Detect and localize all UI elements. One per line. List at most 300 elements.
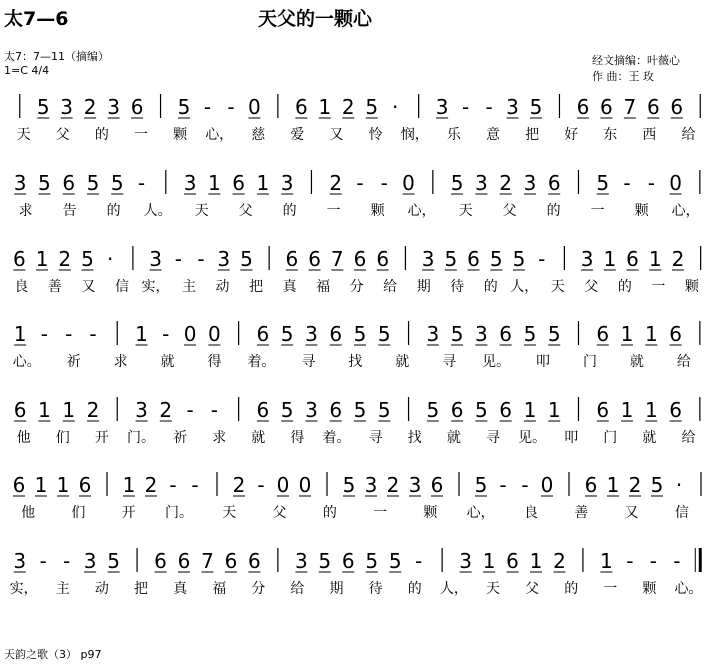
note: 6 [256,322,270,346]
lyric: 颗 [173,127,188,143]
lyric: 就 [446,430,461,446]
note: 3 [305,398,318,422]
note: 0 [248,95,261,119]
note: 6 [256,398,270,422]
note: 2 [159,398,173,422]
note: 3 [183,171,197,195]
note: 6 [341,549,355,573]
note: 0 [298,473,312,497]
note: 5 [388,549,402,573]
lyric: 人， [510,279,539,295]
lyric: 得 [290,430,305,446]
note: 6 [467,247,480,271]
note: 1 [207,171,221,195]
note: 1 [529,549,543,573]
note: 1 [38,398,51,422]
lyric: 给 [676,354,691,370]
note: 5 [426,398,440,422]
note: 1 [603,247,617,271]
note: 5 [81,247,94,271]
lyric: 门。 [164,505,193,521]
lyric: 祈 [66,354,81,370]
note: 6 [329,398,343,422]
note: 5 [377,322,391,346]
note: 3 [426,322,440,346]
note: 0 [669,171,682,195]
lyric: 西 [642,127,657,143]
lyric: 信 [114,279,129,295]
lyric: 悯， [400,127,429,143]
note: - [186,398,194,422]
note: 1 [648,247,662,271]
lyric: 一 [590,203,605,219]
note: 6 [232,171,245,195]
note: 6 [596,322,610,346]
note: · [675,473,683,497]
lyric: 们 [55,430,70,446]
note: 2 [553,549,566,573]
note: 5 [650,473,664,497]
note: 1 [256,171,270,195]
lyric: 心， [466,505,495,521]
note: 6 [308,247,321,271]
note: - [647,171,655,195]
lyric: 心。 [674,581,703,597]
note: 1 [523,398,537,422]
note: 3 [475,322,488,346]
lyric: 待 [450,279,465,295]
lyric: 善 [574,505,589,521]
lyric: 颗 [634,203,649,219]
lyric: 的 [94,127,109,143]
note: 5 [444,247,458,271]
scripture-reference: 太7—6 [4,8,69,30]
lyric: 颗 [370,203,385,219]
note: - [538,247,546,271]
note: 3 [13,171,27,195]
lyric: 心， [671,203,700,219]
note: 0 [276,473,290,497]
note: 5 [353,322,367,346]
note: 6 [224,549,238,573]
note: 5 [512,247,526,271]
note: 7 [330,247,344,271]
note: 6 [547,171,561,195]
note: - [191,473,199,497]
lyric: 求 [212,430,227,446]
lyric: 给 [383,279,398,295]
note: 2 [144,473,158,497]
lyric: 天 [550,279,565,295]
lyric: 期 [329,581,344,597]
note: · [107,247,114,271]
lyric: 良 [14,279,29,295]
lyricist-credit: 经文摘编：叶薇心 [592,54,680,67]
lyric: 主 [182,279,197,295]
note: 5 [489,247,503,271]
lyric: 分 [349,279,364,295]
key-signature: 1=C 4/4 [4,64,50,77]
note: 6 [12,247,26,271]
lyric: 意 [485,127,500,143]
lyric: 主 [55,581,70,597]
note: 7 [623,95,637,119]
lyric: 期 [416,279,431,295]
note: - [39,549,47,573]
lyric: 心。 [12,354,41,370]
note: 6 [600,95,613,119]
note: 5 [177,95,191,119]
note: - [521,473,529,497]
lyric: 动 [94,581,109,597]
note: - [623,171,631,195]
note: 3 [305,322,318,346]
lyric: 把 [525,127,540,143]
note: 5 [107,549,120,573]
lyric: 人。 [143,203,172,219]
note: - [197,247,205,271]
composer-credit: 作 曲：王 玫 [592,70,654,83]
lyric: 的 [282,203,297,219]
note: 2 [58,247,72,271]
lyric: 就 [629,354,644,370]
note: 6 [596,398,610,422]
note: 3 [475,171,488,195]
lyric: 父 [502,203,517,219]
note: 6 [499,398,513,422]
lyric: 叩 [536,354,551,370]
lyric: 就 [160,354,175,370]
note: 6 [626,247,639,271]
note: 0 [207,322,221,346]
lyric: 就 [395,354,410,370]
note: 3 [294,549,308,573]
lyric: 的 [483,279,498,295]
footer-source: 天韵之歌（3） p97 [4,648,102,661]
note: 1 [318,95,332,119]
note: - [485,95,493,119]
note: 6 [499,322,513,346]
note: 6 [670,95,684,119]
note: 5 [377,398,391,422]
lyric: 求 [113,354,128,370]
note: 7 [201,549,214,573]
note: 5 [342,473,356,497]
lyric: 他 [16,430,31,446]
lyric: 乐 [446,127,461,143]
note: 1 [13,322,27,346]
note: 5 [365,549,379,573]
lyric: 一 [373,505,388,521]
lyric: 们 [71,505,86,521]
lyric: 找 [348,354,363,370]
lyric: 就 [642,430,657,446]
note: 6 [294,95,308,119]
note: 3 [135,398,148,422]
note: 0 [402,171,415,195]
note: 5 [353,398,367,422]
note: 2 [628,473,642,497]
lyric: 又 [624,505,639,521]
lyric: 实， [9,581,38,597]
lyric: 心， [407,203,436,219]
note: - [174,247,182,271]
lyric: 爱 [290,127,305,143]
lyric: 叩 [564,430,579,446]
note: 5 [38,171,51,195]
lyric: 寻 [301,354,316,370]
note: - [89,322,97,346]
note: 5 [475,398,488,422]
note: - [203,95,212,119]
note: 1 [122,473,136,497]
note: 3 [217,247,231,271]
note: 6 [430,473,444,497]
lyric: 天 [16,127,31,143]
lyric: 寻 [442,354,457,370]
note: 3 [364,473,378,497]
note: - [257,473,265,497]
lyric: 人， [439,581,468,597]
note: 3 [149,247,162,271]
note: 2 [386,473,400,497]
note: 6 [285,247,299,271]
lyric: 的 [564,581,579,597]
lyric: 一 [326,203,341,219]
note: 5 [365,95,379,119]
lyric: 的 [407,581,422,597]
lyric: 的 [617,279,632,295]
lyric: 见。 [518,430,547,446]
lyric: 的 [106,203,121,219]
note: - [162,322,170,346]
lyric: 给 [681,127,696,143]
note: 6 [646,95,660,119]
note: 3 [435,95,449,119]
lyric: 门 [582,354,597,370]
lyric: 真 [173,581,188,597]
note: 6 [584,473,598,497]
lyric: 善 [47,279,62,295]
note: 1 [547,398,561,422]
note: 0 [183,322,197,346]
note: 6 [177,549,191,573]
note: 6 [248,549,261,573]
lyric: 天 [222,505,237,521]
note: 3 [523,171,537,195]
note: 6 [669,398,682,422]
note: 1 [620,322,634,346]
note: - [649,549,657,573]
note: 5 [36,95,50,119]
note: 6 [669,322,682,346]
lyric: 父 [55,127,70,143]
lyric: 颗 [423,505,438,521]
note: 5 [523,322,537,346]
lyric: 见。 [482,354,511,370]
note: 6 [154,549,167,573]
note: 1 [600,549,613,573]
lyric: 着。 [247,354,276,370]
note: 6 [329,322,343,346]
lyric: 福 [316,279,331,295]
lyric: 把 [249,279,264,295]
note: 5 [596,171,610,195]
lyric: 实， [141,279,170,295]
note: 1 [644,398,658,422]
note: 5 [280,322,294,346]
note: 5 [280,398,294,422]
lyric: 寻 [485,430,500,446]
lyric: 怜 [368,127,383,143]
lyric: 天 [194,203,209,219]
lyric: 父 [525,581,540,597]
note: 1 [644,322,658,346]
note: - [137,171,146,195]
lyric: 信 [674,505,689,521]
lyric: 天 [458,203,473,219]
note: 2 [499,171,513,195]
song-title: 天父的一颗心 [258,8,373,30]
lyric: 又 [81,279,96,295]
note: 2 [86,398,100,422]
note: 3 [13,549,27,573]
note: 2 [83,95,97,119]
note: 1 [62,398,76,422]
note: 6 [130,95,144,119]
note: 1 [606,473,620,497]
note: 5 [529,95,543,119]
lyric: 心， [205,127,234,143]
note: - [65,322,73,346]
source-line: 太7：7—11（摘编） [4,50,109,63]
note: - [63,549,71,573]
note: 3 [421,247,435,271]
lyric: 分 [251,581,266,597]
lyric: 一 [603,581,618,597]
note: 5 [86,171,100,195]
lyric: 天 [485,581,500,597]
lyric: 良 [523,505,538,521]
lyric: 待 [368,581,383,597]
note: 2 [232,473,246,497]
lyric: 动 [215,279,230,295]
lyric: 门。 [126,430,155,446]
note: 3 [107,95,120,119]
note: 5 [450,322,464,346]
lyric: 开 [94,430,109,446]
lyric: 他 [21,505,36,521]
note: 3 [580,247,594,271]
lyric: 找 [407,430,422,446]
note: 1 [135,322,148,346]
note: - [210,398,218,422]
note: - [356,171,364,195]
lyric: 颗 [684,279,699,295]
lyric: 一 [133,127,148,143]
note: 6 [78,473,92,497]
note: 3 [280,171,294,195]
note: 5 [240,247,253,271]
note: 2 [341,95,355,119]
note: 3 [408,473,422,497]
note: 0 [540,473,554,497]
note: 2 [671,247,685,271]
note: 6 [576,95,590,119]
lyric: 颗 [642,581,657,597]
note: 1 [35,247,49,271]
note: - [415,549,423,573]
note: 1 [34,473,48,497]
lyric: 着。 [322,430,351,446]
lyric: 祈 [173,430,188,446]
note: · [392,95,399,119]
note: 5 [450,171,464,195]
lyric: 开 [121,505,136,521]
note: 1 [482,549,496,573]
note: 5 [474,473,488,497]
lyric: 父 [238,203,253,219]
note: - [169,473,177,497]
lyric: 真 [282,279,297,295]
lyric: 得 [207,354,222,370]
lyric: 告 [62,203,77,219]
lyric: 父 [584,279,599,295]
lyric: 好 [564,127,579,143]
lyric: 求 [18,203,33,219]
lyric: 父 [272,505,287,521]
note: 6 [376,247,390,271]
lyric: 就 [251,430,266,446]
note: - [499,473,507,497]
note: 6 [450,398,464,422]
lyric: 一 [651,279,666,295]
note: 3 [506,95,519,119]
note: 6 [13,398,27,422]
note: - [461,95,470,119]
note: - [673,549,681,573]
note: 5 [318,549,332,573]
note: - [626,549,634,573]
note: - [380,171,388,195]
note: 1 [56,473,70,497]
lyric: 东 [603,127,618,143]
note: 1 [620,398,634,422]
note: 6 [62,171,76,195]
lyric: 寻 [368,430,383,446]
lyric: 又 [329,127,344,143]
note: 6 [353,247,367,271]
note: 3 [60,95,74,119]
note: - [227,95,235,119]
lyric: 的 [546,203,561,219]
lyric: 福 [212,581,227,597]
lyric: 给 [681,430,696,446]
lyric: 的 [322,505,337,521]
note: 5 [110,171,124,195]
lyric: 给 [290,581,305,597]
lyric: 把 [133,581,148,597]
note: 6 [506,549,519,573]
note: 2 [329,171,343,195]
note: 3 [459,549,472,573]
note: - [40,322,49,346]
lyric: 门 [603,430,618,446]
note: 5 [547,322,561,346]
lyric: 慈 [251,127,266,143]
note: 6 [12,473,26,497]
note: 3 [83,549,97,573]
